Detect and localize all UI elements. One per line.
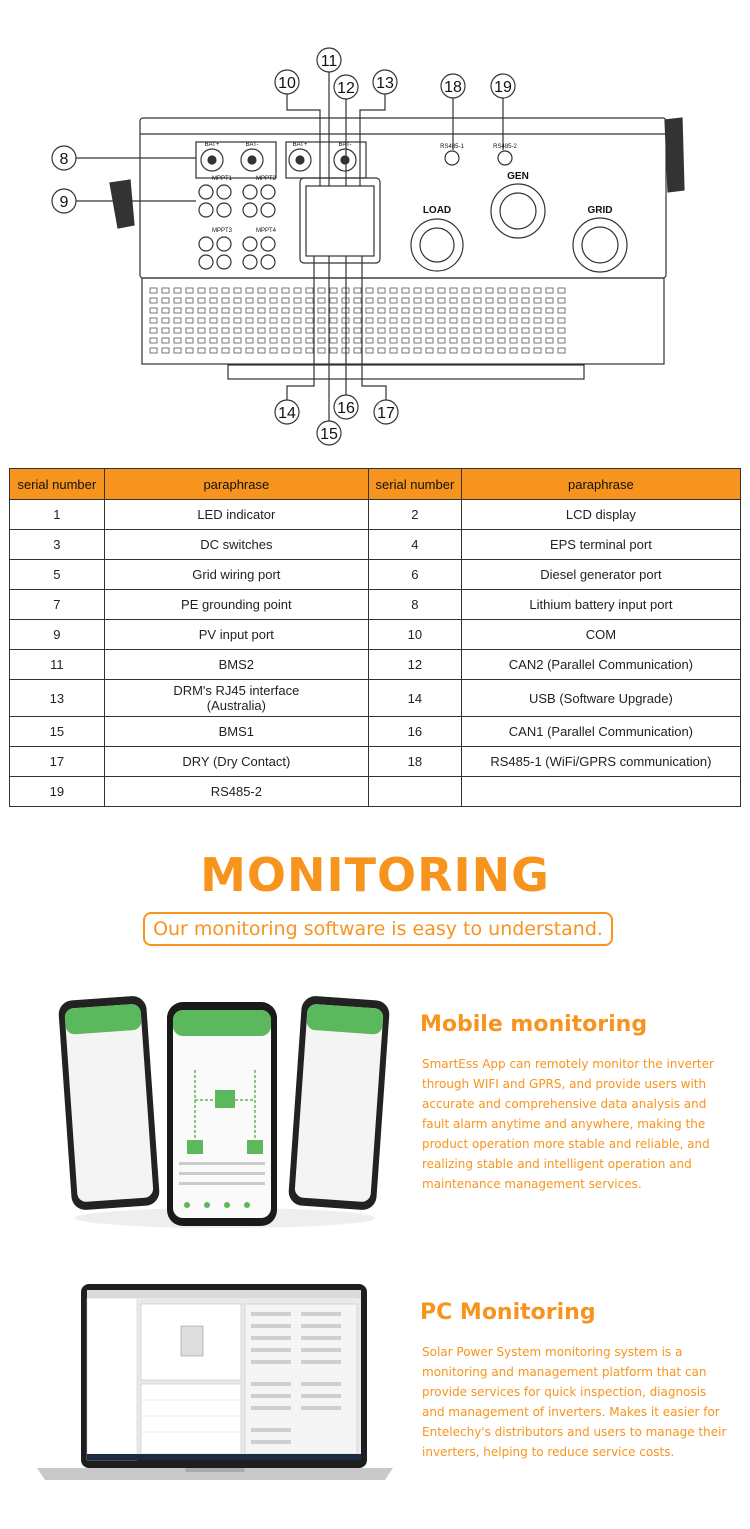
table-row (10, 680, 741, 717)
callout-19: 19 (494, 79, 512, 96)
table-cell: CAN2 (Parallel Communication) (461, 650, 740, 680)
gen-label: GEN (507, 171, 529, 182)
table-cell: 18 (369, 747, 462, 777)
header-paraphrase-2: paraphrase (461, 469, 740, 500)
table-cell: DRM's RJ45 interface (Australia) (104, 680, 368, 717)
table-cell: 14 (369, 680, 462, 717)
table-cell: RS485-2 (104, 777, 368, 807)
grid-label: GRID (587, 205, 613, 216)
phone-center (167, 1002, 277, 1226)
table-cell: 17 (10, 747, 105, 777)
table-row (10, 777, 741, 807)
table-cell: 8 (369, 590, 462, 620)
table-cell (369, 777, 462, 807)
port-spec-table (9, 468, 741, 807)
table-row (10, 500, 741, 530)
header-serial-1: serial number (10, 469, 105, 500)
table-row (10, 590, 741, 620)
pc-monitoring-text: Solar Power System monitoring system is a monitoring and management platform that can provide services for quick inspection, diagnosis and management of inverters. Makes it easier for Entelechy's distributors and users to manage their inverters, helping to reduce service costs. (422, 1345, 727, 1459)
table-cell: Diesel generator port (461, 560, 740, 590)
table-cell: PV input port (104, 620, 368, 650)
table-cell: 13 (10, 680, 105, 717)
mobile-monitoring-title: Mobile monitoring (420, 1012, 648, 1037)
phone-right (288, 995, 390, 1211)
monitoring-subtitle: Our monitoring software is easy to understand. (143, 912, 613, 946)
table-cell: BMS2 (104, 650, 368, 680)
pc-monitoring-title: PC Monitoring (420, 1300, 596, 1325)
header-serial-2: serial number (369, 469, 462, 500)
table-row (10, 717, 741, 747)
callout-17: 17 (377, 405, 395, 422)
table-cell: 15 (10, 717, 105, 747)
table-cell: CAN1 (Parallel Communication) (461, 717, 740, 747)
mobile-monitoring-text: SmartEss App can remotely monitor the inverter through WIFI and GPRS, and provide users with accurate and comprehensive data analysis and fault alarm anytime and anywhere, making the product operation more stable and reliable, and realizing stable and intelligent operation and maintenance management services. (422, 1057, 714, 1191)
table-cell (461, 777, 740, 807)
table-row (10, 650, 741, 680)
callout-11: 11 (320, 53, 338, 70)
mppt4-label: MPPT4 (255, 228, 277, 234)
table-cell: 9 (10, 620, 105, 650)
bat-neg-label-2: BAT- (338, 142, 352, 148)
callout-13: 13 (376, 75, 394, 92)
monitoring-title: MONITORING (200, 848, 550, 902)
table-row (10, 530, 741, 560)
load-label: LOAD (422, 205, 452, 216)
table-cell: 19 (10, 777, 105, 807)
phone-left (58, 995, 160, 1211)
table-row (10, 560, 741, 590)
callout-16: 16 (337, 400, 355, 417)
callout-14: 14 (278, 405, 296, 422)
header-paraphrase-1: paraphrase (104, 469, 368, 500)
bat-pos-label-2: BAT+ (292, 142, 308, 148)
table-row (10, 620, 741, 650)
table-cell: 3 (10, 530, 105, 560)
mppt2-label: MPPT2 (255, 176, 277, 182)
table-cell: 11 (10, 650, 105, 680)
table-cell: LED indicator (104, 500, 368, 530)
callout-8: 8 (59, 151, 69, 168)
table-header-row (10, 469, 741, 500)
table-row (10, 747, 741, 777)
table-cell: LCD display (461, 500, 740, 530)
table-cell: 4 (369, 530, 462, 560)
bat-neg-label: BAT- (245, 142, 259, 148)
table-cell: 16 (369, 717, 462, 747)
callout-10: 10 (278, 75, 296, 92)
table-cell: BMS1 (104, 717, 368, 747)
table-cell: USB (Software Upgrade) (461, 680, 740, 717)
callout-9: 9 (59, 194, 69, 211)
laptop-illustration (35, 1280, 395, 1490)
table-cell: EPS terminal port (461, 530, 740, 560)
inverter-bottom-diagram (0, 0, 750, 460)
table-cell: 12 (369, 650, 462, 680)
table-cell: Grid wiring port (104, 560, 368, 590)
table-cell: RS485-1 (WiFi/GPRS communication) (461, 747, 740, 777)
table-cell: 6 (369, 560, 462, 590)
table-cell: 1 (10, 500, 105, 530)
table-cell: DC switches (104, 530, 368, 560)
table-cell: 2 (369, 500, 462, 530)
table-cell: COM (461, 620, 740, 650)
table-cell: DRY (Dry Contact) (104, 747, 368, 777)
callout-12: 12 (337, 80, 355, 97)
rs485-2-label: RS485-2 (493, 144, 517, 150)
phones-illustration (55, 990, 395, 1230)
bat-pos-label: BAT+ (204, 142, 220, 148)
mppt3-label: MPPT3 (211, 228, 233, 234)
table-cell: 7 (10, 590, 105, 620)
table-cell: 5 (10, 560, 105, 590)
rs485-1-label: RS485-1 (440, 144, 464, 150)
table-cell: 10 (369, 620, 462, 650)
table-cell: Lithium battery input port (461, 590, 740, 620)
callout-18: 18 (444, 79, 462, 96)
table-cell: PE grounding point (104, 590, 368, 620)
mppt1-label: MPPT1 (211, 176, 233, 182)
callout-15: 15 (320, 426, 338, 443)
